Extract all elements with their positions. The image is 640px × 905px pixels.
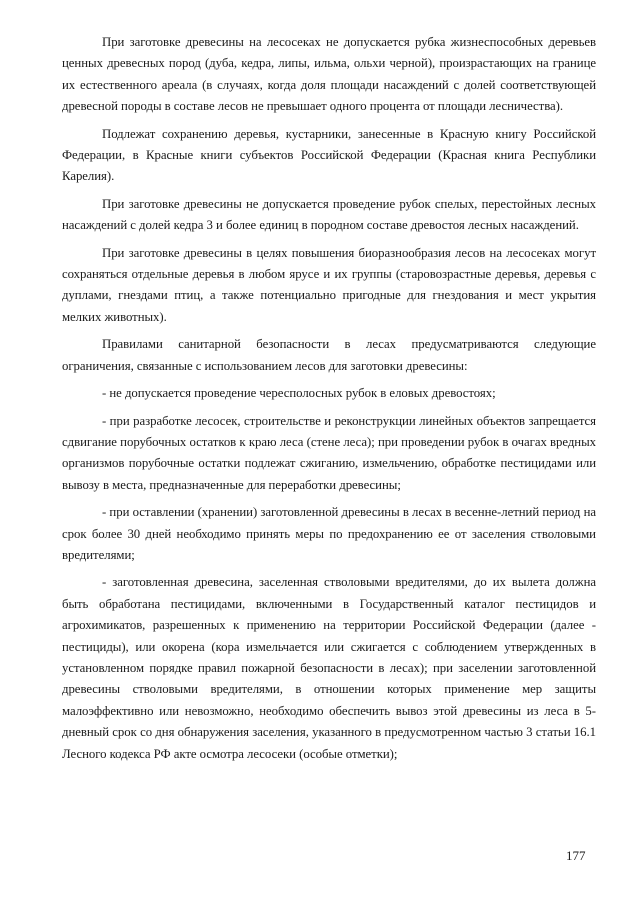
list-item-strip-cutting: - не допускается проведение чересполосных рубок в еловых древостоях; xyxy=(102,386,496,401)
list-item-timber-storage: - при оставлении (хранении) заготовленной древесины в лесах в весенне-летний период на срок более 30 дней необходимо принять меры по предохранению ее от заселения стволовыми вредителями; xyxy=(62,505,596,562)
paragraph-cedar-restriction: При заготовке древесины не допускается проведение рубок спелых, перестойных лесных насаждений с долей кедра 3 и более единиц в породном составе древостоя лесных насаждений. xyxy=(62,196,596,233)
list-item-logging-residues: - при разработке лесосек, строительстве и реконструкции линейных объектов запрещается сдвигание порубочных остатков к краю леса (стене леса); при проведении рубок в очагах вредных организмов порубочные остатки подлежат сжиганию, измельчению, обработке пестицидами или вывозу в места, предназначенные для переработки древесины; xyxy=(62,413,596,492)
list-item-infested-timber: - заготовленная древесина, заселенная стволовыми вредителями, до их вылета должна быть обработана пестицидами, включенными в Государственный каталог пестицидов и агрохимикатов, разрешенных к применению на территории Российской Федерации (далее - пестициды), или окорена (кора измельчается или сжигается с соблюдением утвержденных в установленном порядке правил пожарной безопасности в лесах); при заселении заготовленной древесины стволовыми вредителями, в отношении которых применение мер защиты малоэффективно или невозможно, необходимо обеспечить вывоз этой древесины из леса в 5-дневный срок со дня обнаружения заселения, указанного в предусмотренном частью 3 статьи 16.1 Лесного кодекса РФ акте осмотра лесосеки (особые отметки); xyxy=(62,575,596,761)
document-page xyxy=(62,32,596,771)
paragraph-sanitary-rules: Правилами санитарной безопасности в лесах предусматриваются следующие ограничения, связанные с использованием лесов для заготовки древесины: xyxy=(62,337,596,373)
paragraph-valuable-species: При заготовке древесины на лесосеках не допускается рубка жизнеспособных деревьев ценных древесных пород (дуба, кедра, липы, ильма, ольхи черной), произрастающих на границе их естественного ареала (в случаях, когда доля площади насаждений с долей соответствующей древесной породы в составе лесов не превышает одного процента от площади лесничества). xyxy=(62,35,596,114)
paragraph-biodiversity: При заготовке древесины в целях повышения биоразнообразия лесов на лесосеках могут сохраняться отдельные деревья в любом ярусе и их группы (старовозрастные деревья, деревья с дуплами, гнездами птиц, а также потенциально пригодные для гнездования и мест укрытия мелких животных). xyxy=(62,245,596,324)
page-number: 177 xyxy=(566,848,586,863)
paragraph-red-book: Подлежат сохранению деревья, кустарники, занесенные в Красную книгу Российской Федерации, в Красные книги субъектов Российской Федерации (Красная книга Республики Карелия). xyxy=(62,126,596,184)
